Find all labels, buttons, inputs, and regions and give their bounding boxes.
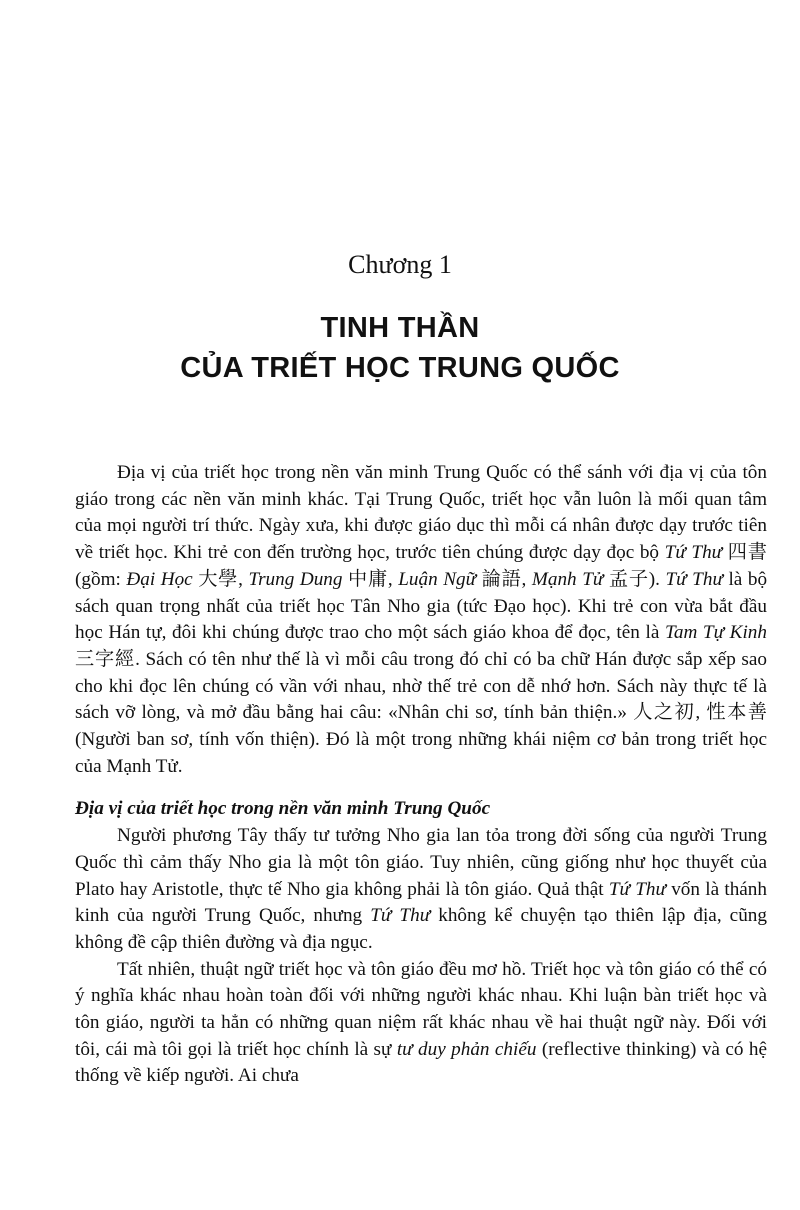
italic-term: Tứ Thư [370, 905, 431, 927]
paragraph-2 [75, 823, 767, 957]
italic-term: Tứ Thư [665, 568, 723, 590]
section-heading: Địa vị của triết học trong nền văn minh Trung Quốc [75, 798, 491, 820]
italic-term: Tam Tự Kinh [664, 622, 767, 644]
text-run: không kể chuyện tạo thiên lập địa, cũng không đề cập thiên đường và địa ngục. [75, 905, 767, 953]
italic-term: tư duy phản chiếu [396, 1038, 537, 1060]
chapter-title-line-2: CỦA TRIẾT HỌC TRUNG QUỐC [180, 352, 620, 384]
text-run: 孟子). [603, 568, 666, 590]
text-run: vốn là thánh kinh của người Trung Quốc, nhưng [75, 878, 767, 927]
chapter-label: Chương 1 [348, 250, 452, 279]
italic-term: Tứ Thư [608, 878, 666, 900]
text-run: Tất nhiên, thuật ngữ triết học và tôn giáo đều mơ hồ. Triết học và tôn giáo có thể có ý nghĩa khác nhau hoàn toàn đối với những người khác nhau. Khi luận bàn triết học và tôn giáo, người ta hẳn có những quan niệm rất khác nhau về hai thuật ngữ này. Đối với tôi, cái mà tôi gọi là triết học chính là sự [75, 958, 767, 1060]
italic-term: Tứ Thư [664, 542, 723, 564]
chapter-title-line-1: TINH THẦN [320, 312, 480, 344]
italic-term: Trung Dung [248, 568, 343, 590]
text-run: Địa vị của triết học trong nền văn minh Trung Quốc có thể sánh với địa vị của tôn giáo trong các nền văn minh khác. Tại Trung Quốc, triết học vẫn luôn là mối quan tâm của mọi người trí thức. Ngày xưa, khi được giáo dục thì mỗi cá nhân được dạy trước tiên về triết học. Khi trẻ con đến trường học, trước tiên chúng được dạy đọc bộ [75, 462, 767, 564]
italic-term: Mạnh Tử [531, 568, 604, 590]
body-text [75, 460, 767, 1090]
text-run: 三字經. Sách có tên như thế là vì mỗi câu trong đó chỉ có ba chữ Hán được sắp xếp sao cho khi đọc lên chúng có vần với nhau, nhờ thế trẻ con dễ nhớ hơn. Sách này thực tế là sách vỡ lòng, và mở đầu bằng hai câu: «Nhân chi sơ, tính bản thiện.» 人之初, 性本善 (Người ban sơ, tính vốn thiện). Đó là một trong những khái niệm cơ bản trong triết học của Mạnh Tử. [75, 648, 767, 777]
text-run: 中庸, [342, 568, 399, 590]
text-run: 四書 (gồm: [75, 542, 767, 590]
text-run: (reflective thinking) và có hệ thống về kiếp người. Ai chưa [75, 1038, 767, 1087]
paragraph-3 [75, 957, 767, 1091]
text-run: 大學, [192, 568, 249, 590]
text-run: 論語, [476, 568, 532, 590]
italic-term: Đại Học [126, 568, 193, 590]
text-run: là bộ sách quan trọng nhất của triết học Tân Nho gia (tức Đạo học). Khi trẻ con vừa bắt đầu học Hán tự, đôi khi chúng được trao cho một sách giáo khoa để đọc, tên là [75, 568, 768, 644]
italic-term: Luận Ngữ [398, 568, 477, 590]
intro-paragraph [75, 460, 767, 780]
text-run: Người phương Tây thấy tư tưởng Nho gia lan tỏa trong đời sống của người Trung Quốc thì cảm thấy Nho gia là một tôn giáo. Tuy nhiên, cũng giống như học thuyết của Plato hay Aristotle, thực tế Nho gia không phải là tôn giáo. Quả thật [75, 825, 767, 900]
